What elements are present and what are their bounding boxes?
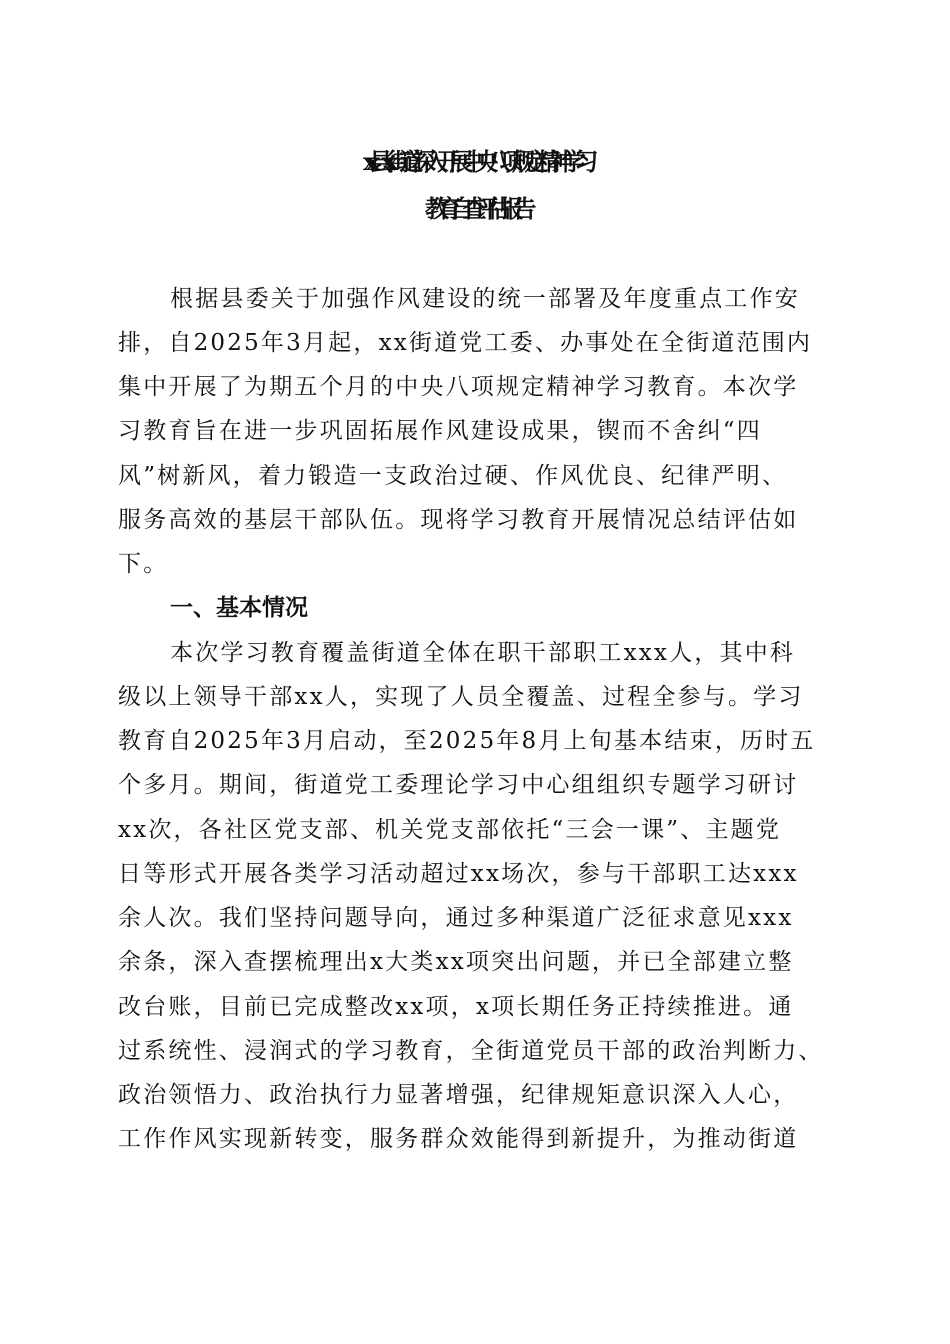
intro-line: 下。 (118, 551, 169, 577)
body-line: 改台账，目前已完成整改xx项，x项长期任务正持续推进。通 (118, 994, 794, 1020)
section-heading: 一、基本情况 (170, 595, 308, 621)
body-line: 政治领悟力、政治执行力显著增强，纪律规矩意识深入人心， (118, 1082, 799, 1108)
intro-line: 集中开展了为期五个月的中央八项规定精神学习教育。本次学 (118, 374, 799, 400)
intro-line: 习教育旨在进一步巩固拓展作风建设成果，锲而不舍纠“四 (118, 418, 762, 444)
body-line: 日等形式开展各类学习活动超过xx场次，参与干部职工达xxx (118, 861, 799, 887)
body-line: 个多月。期间，街道党工委理论学习中心组组织专题学习研讨 (118, 772, 799, 798)
intro-line: 风”树新风，着力锻造一支政治过硬、作风优良、纪律严明、 (118, 463, 788, 489)
body-line: xx次，各社区党支部、机关党支部依托“三会一课”、主题党 (118, 817, 782, 843)
intro-line: 排，自2025年3月起，xx街道党工委、办事处在全街道范围内 (118, 330, 813, 356)
document-title-line-1: xx县xx街道深入开展中央八项规定精神学习 (363, 147, 587, 176)
body-line: 本次学习教育覆盖街道全体在职干部职工xxx人，其中科 (170, 640, 796, 666)
body-line: 教育自2025年3月启动，至2025年8月上旬基本结束，历时五 (118, 728, 816, 754)
body-line: 级以上领导干部xx人，实现了人员全覆盖、过程全参与。学习 (118, 684, 804, 710)
document-title-line-2: 教育自查评估报告 (425, 194, 525, 223)
body-line: 过系统性、浸润式的学习教育，全街道党员干部的政治判断力、 (118, 1038, 824, 1064)
body-line: 工作作风实现新转变，服务群众效能得到新提升，为推动街道 (118, 1126, 799, 1152)
intro-line: 根据县委关于加强作风建设的统一部署及年度重点工作安 (170, 286, 800, 312)
body-line: 余条，深入查摆梳理出x大类xx项突出问题，并已全部建立整 (118, 949, 794, 975)
intro-line: 服务高效的基层干部队伍。现将学习教育开展情况总结评估如 (118, 507, 799, 533)
body-line: 余人次。我们坚持问题导向，通过多种渠道广泛征求意见xxx (118, 905, 794, 931)
